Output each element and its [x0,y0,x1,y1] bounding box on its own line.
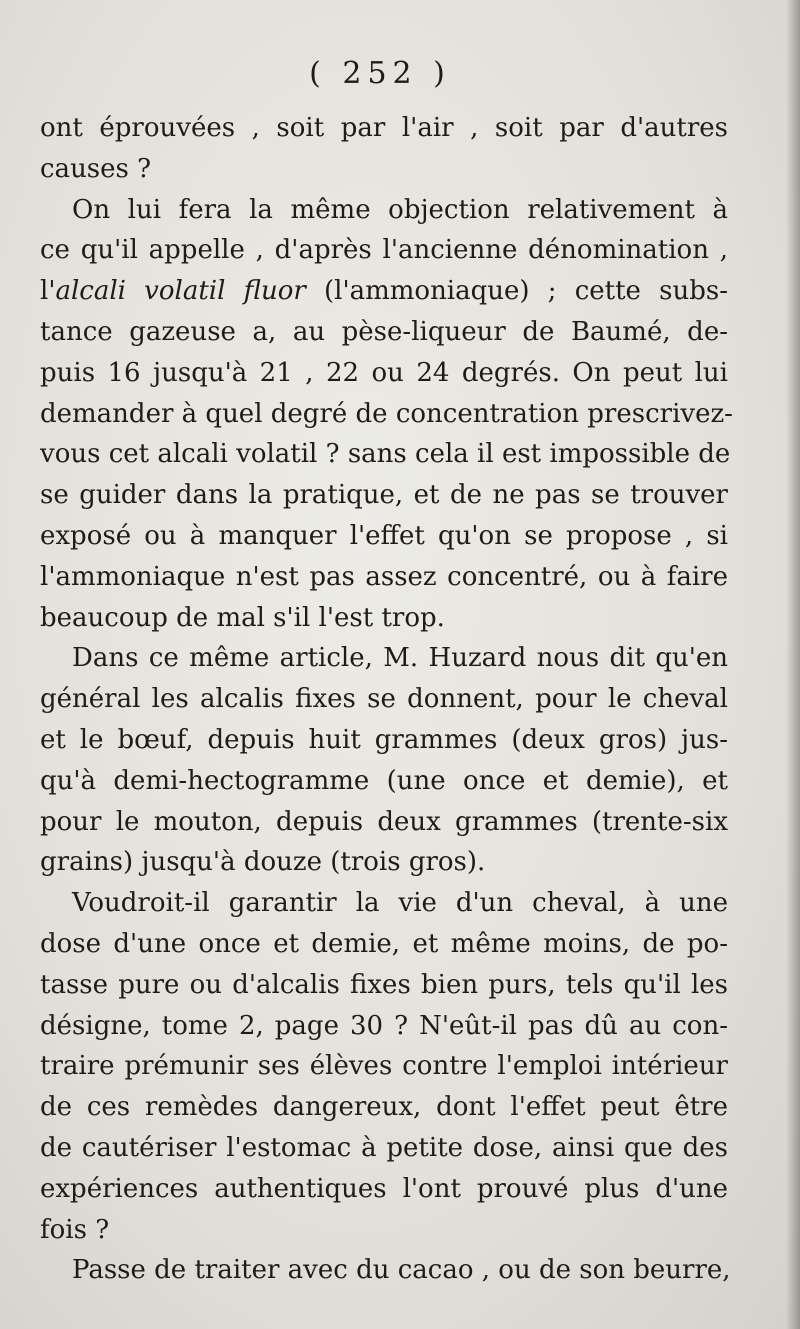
text-line: On lui fera la même objection relativement à [72,194,728,225]
text-line: Dans ce même article, M. Huzard nous dit qu'en [72,643,728,674]
text-line: ce qu'il appelle , d'après l'ancienne dénomination , [40,235,728,266]
text-line: puis 16 jusqu'à 21 , 22 ou 24 degrés. On peut lui [40,357,728,388]
text-line: dose d'une once et demie, et même moins, de po- [40,928,728,959]
text-line: de cautériser l'estomac à petite dose, ainsi que des [40,1132,728,1163]
text-line: se guider dans la pratique, et de ne pas se trouver [40,480,728,511]
text-line: fois ? [40,1214,110,1245]
text-line: beaucoup de mal s'il l'est trop. [40,602,445,633]
text-line: l'ammoniaque n'est pas assez concentré, ou à faire [40,561,728,592]
text-line: traire prémunir ses élèves contre l'emploi intérieur [40,1051,728,1082]
body-text [40,108,733,1291]
paragraph-p3 [40,638,728,883]
text-line: l'alcali volatil fluor (l'ammoniaque) ; cette subs- [40,276,728,307]
text-line: et le bœuf, depuis huit grammes (deux gros) jus- [40,724,728,755]
text-line: de ces remèdes dangereux, dont l'effet peut être [40,1092,728,1123]
text-line: grains) jusqu'à douze (trois gros). [40,847,486,878]
text-line: tasse pure ou d'alcalis fixes bien purs, tels qu'il les [40,969,728,1000]
text-line: vous cet alcali volatil ? sans cela il est impossible de [40,439,731,470]
text-line: Passe de traiter avec du cacao , ou de son beurre, [72,1255,731,1286]
page-edge-shadow [786,0,800,1329]
text-line: expériences authentiques l'ont prouvé plus d'une [40,1173,728,1204]
text-line: exposé ou à manquer l'effet qu'on se propose , si [40,520,728,551]
paragraph-p5 [40,1250,731,1291]
paragraph-p2 [40,190,733,639]
text-line: tance gazeuse a, au pèse-liqueur de Baumé, de- [40,316,728,347]
text-line: ont éprouvées , soit par l'air , soit par d'autres [40,113,728,143]
paragraph-p1 [40,108,728,190]
text-line: désigne, tome 2, page 30 ? N'eût-il pas dû au con- [40,1010,728,1041]
text-line: général les alcalis fixes se donnent, pour le cheval [40,684,728,715]
text-line: pour le mouton, depuis deux grammes (trente-six [40,806,728,837]
page-number: ( 252 ) [309,56,451,91]
text-line: Voudroit-il garantir la vie d'un cheval, à une [72,888,728,919]
text-line: demander à quel degré de concentration prescrivez- [40,398,733,429]
paragraph-p4 [40,883,728,1250]
text-line: qu'à demi-hectogramme (une once et demie), et [40,765,728,796]
text-line: causes ? [40,153,152,184]
